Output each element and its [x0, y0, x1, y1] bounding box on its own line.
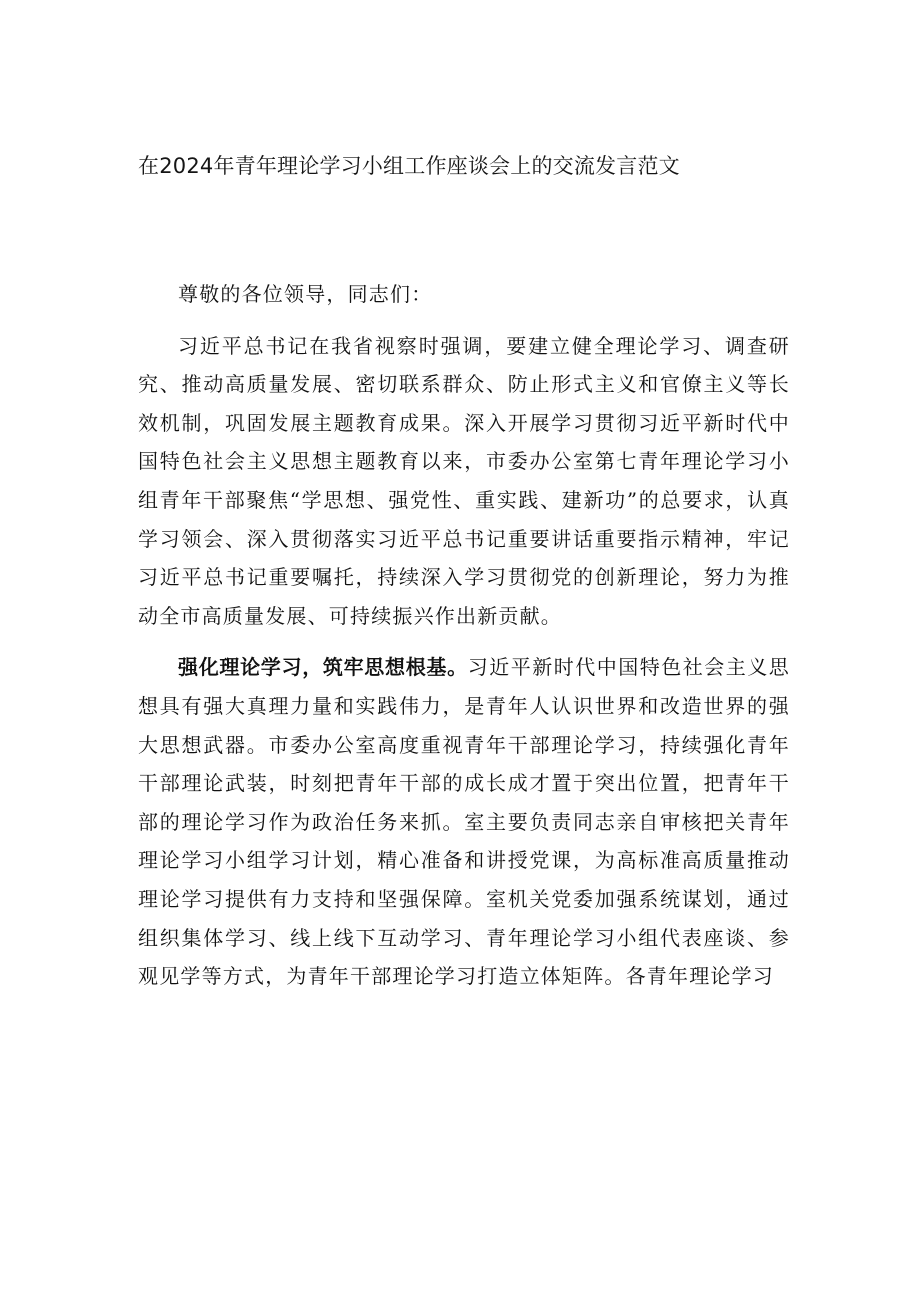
- paragraph-heading: 强化理论学习，筑牢思想根基。: [178, 655, 468, 680]
- paragraph-theory-study: [138, 648, 790, 995]
- paragraph-body: 习近平新时代中国特色社会主义思想具有强大真理力量和实践伟力，是青年人认识世界和改造世界的强大思想武器。市委办公室高度重视青年干部理论学习，持续强化青年干部理论武装，时刻把青年干部的成长成才置于突出位置，把青年干部的理论学习作为政治任务来抓。室主要负责同志亲自审核把关青年理论学习小组学习计划，精心准备和讲授党课，为高标准高质量推动理论学习提供有力支持和坚强保障。室机关党委加强系统谋划，通过组织集体学习、线上线下互动学习、青年理论学习小组代表座谈、参观见学等方式，为青年干部理论学习打造立体矩阵。各青年理论学习: [138, 655, 790, 989]
- document-title: 在2024年青年理论学习小组工作座谈会上的交流发言范文: [138, 154, 680, 178]
- salutation: 尊敬的各位领导，同志们：: [178, 282, 433, 306]
- paragraph-intro: 习近平总书记在我省视察时强调，要建立健全理论学习、调查研究、推动高质量发展、密切联系群众、防止形式主义和官僚主义等长效机制，巩固发展主题教育成果。深入开展学习贯彻习近平新时代中国特色社会主义思想主题教育以来，市委办公室第七青年理论学习小组青年干部聚焦“学思想、强党性、重实践、建新功”的总要求，认真学习领会、深入贯彻落实习近平总书记重要讲话重要指示精神，牢记习近平总书记重要嘱托，持续深入学习贯彻党的创新理论，努力为推动全市高质量发展、可持续振兴作出新贡献。: [138, 333, 790, 628]
- document-body: [138, 275, 790, 996]
